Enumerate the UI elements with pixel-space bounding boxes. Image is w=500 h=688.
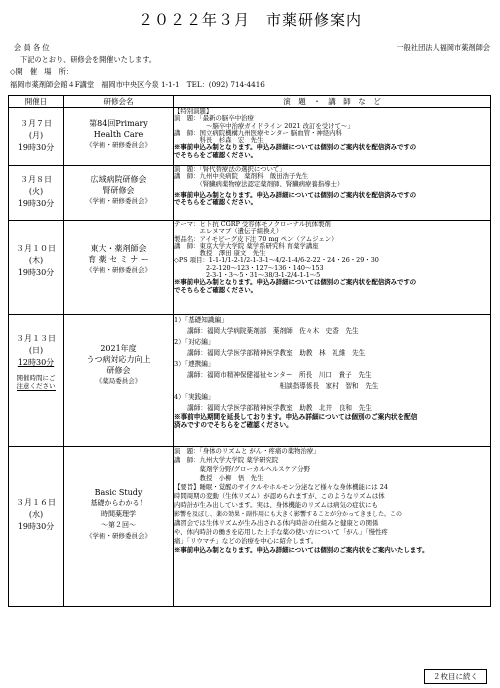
detail-line: 講師：福岡市精神保健福祉センター 所長 川口 貴子 先生 [174, 371, 372, 379]
detail-line: 2-2-120～123・127～136・140～153 [174, 263, 324, 272]
abstract-line: 影響を及ぼし、薬の効果・副作用にも大きく影響することが分かってきました。この [174, 511, 403, 518]
weekday-text: (日) [28, 346, 44, 355]
detail-line: 2-3-1・3～5・31～38/3-1-2/4-1-1～5 [174, 271, 321, 280]
detail-line: 【特別演題】 [174, 107, 213, 115]
detail-line: 演 題：「身体のリズムと がん・疼痛の薬物治療」 [174, 447, 320, 455]
details-cell [174, 315, 491, 447]
page-title: ２０２２年３月 市薬研修案内 [137, 11, 362, 29]
committee-label: 《学術・研修委員会》 [86, 197, 151, 205]
detail-line: 講 師：国立病院機構九州医療センター 脳血管・神経内科 [174, 128, 342, 137]
seminar-name-cell [64, 166, 174, 221]
detail-line: 2）「対応編」 [174, 338, 215, 346]
registration-notice: でそちらをご確認ください。 [174, 285, 258, 294]
detail-line: エレヌマブ（遺伝子組換え） [174, 227, 283, 236]
recipients: 会 員 各 位 [14, 43, 50, 52]
detail-line: 講師：福岡大学医学部精神医学教室 助教 林 礼維 先生 [174, 349, 366, 357]
detail-line: 1）「基礎知識編」 [174, 316, 228, 324]
time-text: 19時30分 [17, 143, 55, 152]
continued-note: ２枚目に続く [424, 669, 487, 684]
detail-line: 薬剤学分野/グローカルヘルスケア分野 [174, 465, 311, 473]
registration-notice: でそちらをご確認ください。 [174, 150, 258, 159]
abstract-line: 【要旨】睡眠・覚醒のサイクルやホルモン分泌など様々な身体機能には 24 [174, 483, 388, 491]
committee-label: 《学術・研修委員会》 [86, 532, 151, 540]
venue-address: 福岡市薬剤師会館４F講堂 福岡市中央区今泉 1-1-1 TEL：(092) 714-4416 [10, 80, 265, 89]
date-text: ３月８日 [20, 175, 52, 184]
registration-notice: ※事前申込み制となります。申込み詳細については個別のご案内状をご案内いたします。 [174, 546, 429, 554]
abstract-line: や、体内時計の働きを応用した上手な薬の使い方について「がん」「慢性疼 [174, 528, 388, 536]
committee-label: 《学術・研修委員会》 [86, 141, 151, 149]
seminar-name-line: 第84回Primary [89, 119, 148, 128]
detail-line: テーマ：ヒト抗 CGRP 受容体モノクローナル抗体製剤 [174, 220, 331, 228]
column-header-details: 演 題 ・ 講 師 な ど [174, 96, 491, 108]
table-row [9, 108, 491, 166]
detail-line: 演 題：「最新の脳卒中治療 [174, 114, 254, 123]
detail-line: 製品名：アイモビーグ皮下注 70 mg ペン（アムジェン） [174, 234, 338, 243]
detail-line: 教授 小柳 悟 先生 [174, 474, 264, 482]
column-header-date: 開催日 [9, 96, 64, 108]
details-cell [174, 108, 491, 166]
organizer: 一般社団法人福岡市薬剤師会 [396, 43, 490, 52]
date-text: ３月１０日 [16, 244, 56, 253]
table-row [9, 447, 491, 607]
registration-notice: ※事前申込み制となります。申込み詳細については個別のご案内状を配信済みですの [174, 143, 417, 152]
seminar-name-cell [64, 108, 174, 166]
detail-line: （腎臓病薬物療法認定薬剤師、腎臓病療養指導士） [174, 179, 344, 188]
date-text: ３月１３日 [16, 334, 56, 343]
date-cell [9, 221, 64, 315]
detail-line: 講師：福岡大学病院薬剤部 薬剤師 佐々木 史香 先生 [174, 327, 359, 335]
abstract-line: 講習会では生体リズムが生み出される体内時計の仕組みと健康との関係 [174, 519, 379, 527]
registration-notice: でそちらをご確認ください。 [174, 198, 258, 207]
detail-line: 講師：福岡大学医学部精神医学教室 助教 北井 良和 先生 [174, 404, 372, 412]
committee-label: 《学術・研修委員会》 [86, 266, 151, 274]
detail-line: 演 題：「腎代替療法の選択について」 [174, 165, 286, 173]
table-row [9, 221, 491, 315]
seminar-name-line: 育 薬 セ ミ ナ ー [88, 255, 149, 264]
time-text: 19時30分 [17, 199, 55, 208]
details-cell [174, 166, 491, 221]
column-header-name: 研修会名 [64, 96, 174, 108]
seminar-name-line: 時間薬理学 [101, 510, 136, 518]
seminar-name-line: うつ病対応力向上 [86, 355, 151, 364]
time-text: 19時30分 [17, 268, 55, 277]
detail-line: 教授 澤田 康文 先生 [174, 249, 266, 258]
date-cell [9, 108, 64, 166]
seminar-name-line: 広域病院研修会 [90, 175, 147, 184]
detail-line: 3）「連携編」 [174, 360, 215, 368]
seminar-name-line: 腎研修会 [102, 186, 135, 195]
table-header-row [9, 96, 491, 108]
table-row [9, 315, 491, 447]
seminar-name-line: 東大・薬剤師会 [90, 244, 147, 253]
weekday-text: (水) [28, 510, 44, 519]
time-caution-line: 注意ください [16, 382, 56, 390]
weekday-text: (火) [28, 187, 44, 196]
detail-line: 4）「実践編」 [174, 393, 215, 401]
details-cell [174, 447, 491, 607]
seminar-name-line: Health Care [93, 130, 144, 139]
abstract-line: 時間周期の変動（生体リズム）が認められますが、このようなリズムは体 [174, 492, 385, 500]
seminar-name-line: 研修会 [106, 366, 131, 375]
seminar-name-line: 2021年度 [100, 344, 137, 353]
detail-line: ～脳卒中治療ガイドライン 2021 改訂を受けて～」 [174, 121, 354, 130]
detail-line: 講 師：東京大学大学院 薬学系研究科 育薬学講座 [174, 241, 319, 250]
detail-line: 講 師：九州中央病院 薬剤科 飯田浩子先生 [174, 172, 309, 181]
schedule-table [8, 95, 491, 607]
date-text: ３月１６日 [16, 498, 56, 507]
date-cell [9, 447, 64, 607]
abstract-line: 内時計が生み出しています。実は、身体機能のリズムは病気の症状にも [174, 501, 378, 509]
seminar-name-cell [64, 221, 174, 315]
detail-line: 科長 杉森 宏 先生 [174, 136, 264, 145]
seminar-name-line: ～第２回～ [101, 521, 136, 529]
seminar-name-line: 基礎からわかる！ [90, 499, 147, 507]
seminar-name-cell [64, 315, 174, 447]
date-cell [9, 166, 64, 221]
seminar-name-line: Basic Study [94, 488, 143, 497]
intro-text: 下記のとおり、研修会を開催いたします。 [20, 55, 156, 64]
venue-label: ◇開 催 場 所： [10, 67, 74, 76]
weekday-text: (木) [28, 256, 44, 265]
details-cell [174, 221, 491, 315]
abstract-line: 痛」「リウマチ」などの治療を中心に紹介します。 [174, 537, 318, 545]
date-cell [9, 315, 64, 447]
detail-line: 相談指導係長 家村 智和 先生 [174, 382, 379, 390]
committee-label: 《薬局委員会》 [95, 377, 142, 385]
detail-line: ◇PS 項目：1-1-1/1-2-1/2-1-3-1～4/2-1-4/6-2-22・24・26・29・30 [174, 256, 379, 265]
table-row [9, 166, 491, 221]
registration-notice: ※事前申込み制となります。申込み詳細については個別のご案内状を配信済みですの [174, 278, 417, 287]
time-text: 12時30分 [17, 358, 55, 367]
registration-notice: ※事前申込み制となります。申込み詳細については個別のご案内状を配信済みですの [174, 190, 417, 199]
time-caution-line: 開催時間にご [16, 374, 56, 382]
time-text: 19時30分 [17, 522, 55, 531]
registration-notice: ※事前申込期間を延長しております。申込み詳細については個別のご案内状を配信 [174, 413, 418, 421]
date-text: ３月７日 [20, 119, 52, 128]
seminar-name-cell [64, 447, 174, 607]
time-caution-note [17, 374, 56, 391]
detail-line: 講 師：九州大学大学院 薬学研究院 [174, 456, 279, 464]
weekday-text: (月) [28, 131, 44, 140]
registration-notice: 済みですのでそちらをご確認ください。 [174, 420, 293, 429]
